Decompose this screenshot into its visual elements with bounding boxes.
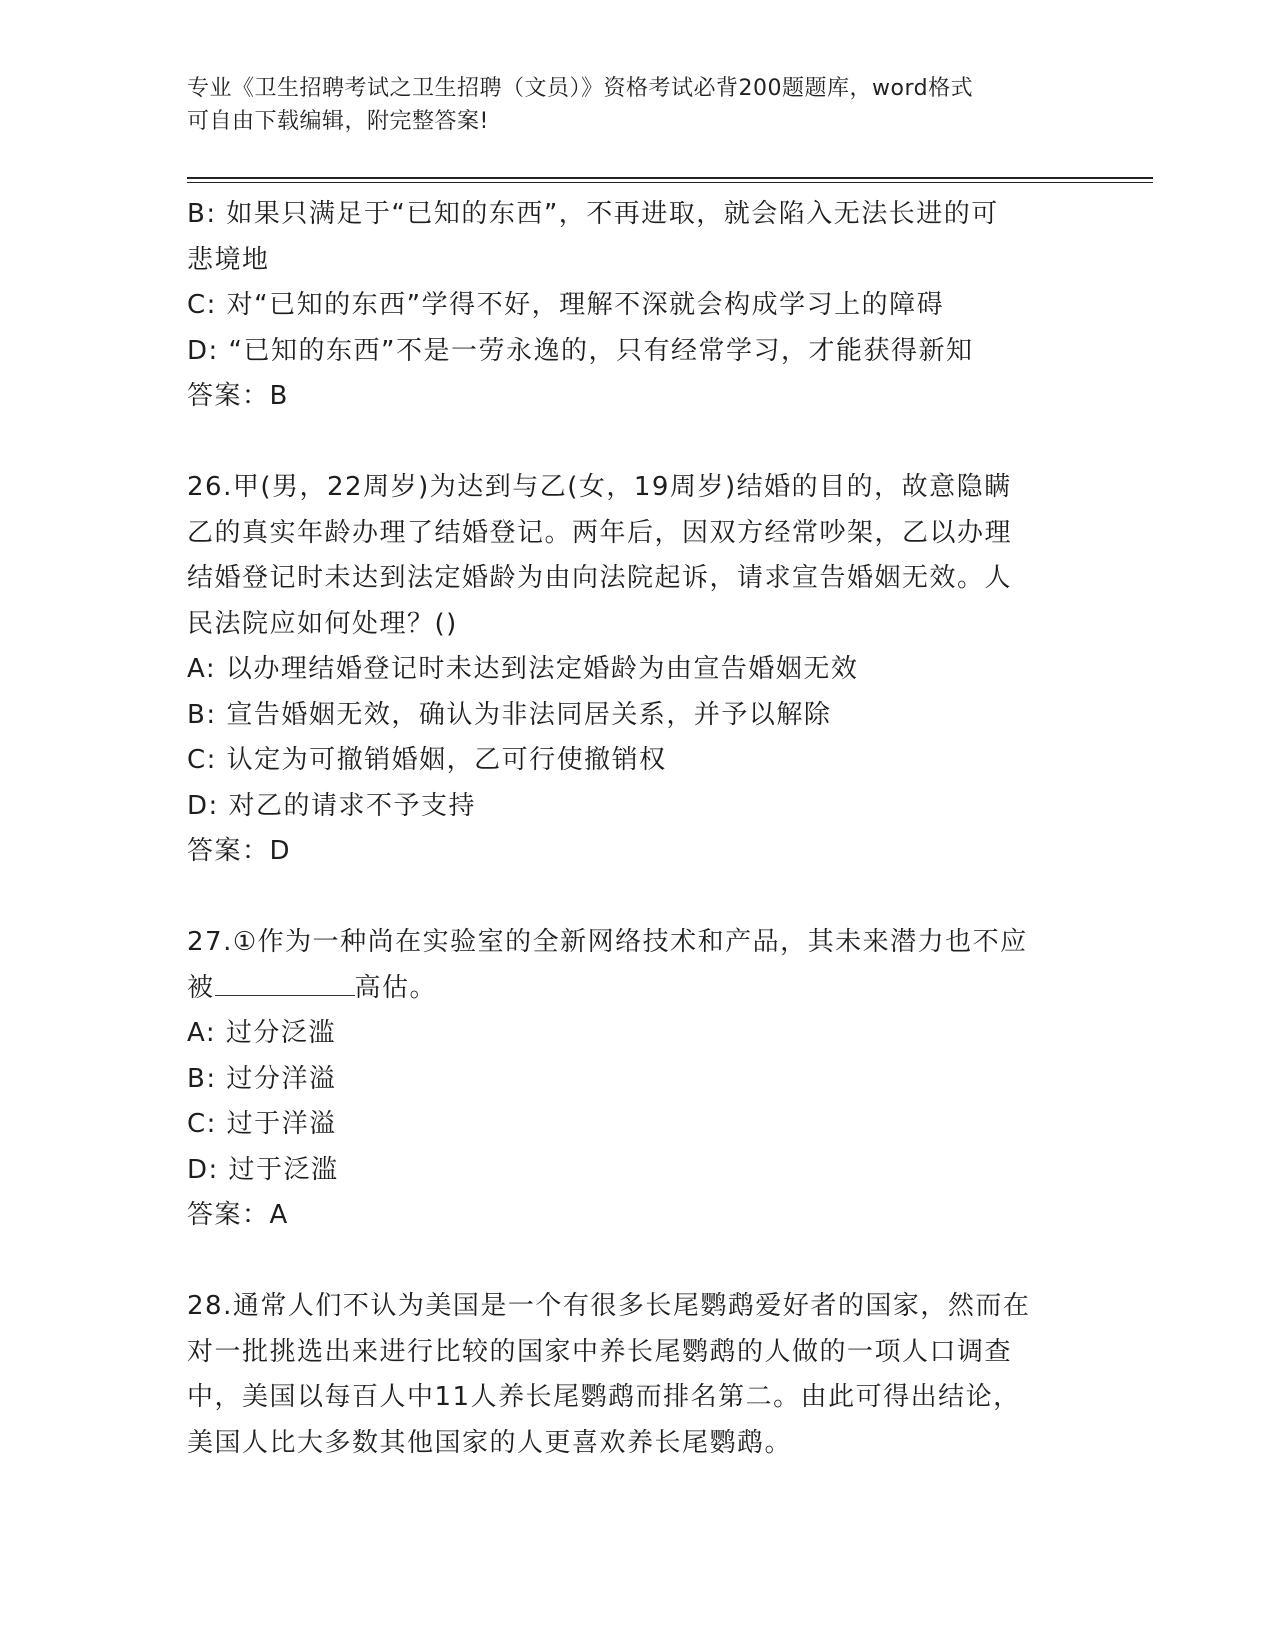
stem-text-before-blank: 被 (187, 972, 215, 1003)
question-25-tail (187, 192, 1087, 420)
option-c: C: 认定为可撤销婚姻，乙可行使撤销权 (187, 745, 667, 775)
header-title-line-2: 可自由下载编辑，附完整答案! (187, 109, 489, 134)
question-content (187, 192, 1087, 1466)
spacer (187, 420, 1087, 466)
question-stem-line: 中，美国以每百人中11人养长尾鹦鹉而排名第二。由此可得出结论， (187, 1382, 1021, 1412)
question-stem-line: 美国人比大多数其他国家的人更喜欢养长尾鹦鹉。 (187, 1427, 793, 1458)
spacer (187, 875, 1087, 921)
question-stem-line: 26.甲(男，22周岁)为达到与乙(女，19周岁)结婚的目的，故意隐瞒 (187, 472, 1012, 502)
stem-text-after-blank: 高估。 (354, 972, 438, 1003)
option-b: B: 宣告婚姻无效，确认为非法同居关系，并予以解除 (187, 699, 832, 730)
option-a: A: 以办理结婚登记时未达到法定婚龄为由宣告婚姻无效 (187, 654, 859, 684)
option-a: A: 过分泛滥 (187, 1018, 336, 1048)
option-d: D: 过于泛滥 (187, 1154, 339, 1185)
question-26 (187, 465, 1087, 875)
option-d: D: 对乙的请求不予支持 (187, 790, 477, 821)
question-stem-line: 民法院应如何处理？() (187, 608, 458, 639)
answer-label: 答案：D (187, 836, 292, 866)
document-header (187, 72, 1067, 138)
spacer (187, 1239, 1087, 1285)
option-c: C: 过于洋溢 (187, 1109, 337, 1139)
question-stem-line (187, 966, 1087, 1012)
option-b: B: 过分洋溢 (187, 1063, 337, 1094)
option-d: D: “已知的东西”不是一劳永逸的，只有经常学习，才能获得新知 (187, 335, 974, 366)
header-divider (187, 177, 1153, 183)
question-27 (187, 920, 1087, 1239)
question-stem-line: 27.①作为一种尚在实验室的全新网络技术和产品，其未来潜力也不应 (187, 927, 1028, 957)
question-28 (187, 1284, 1087, 1466)
answer-label: 答案：B (187, 381, 289, 411)
question-stem-line: 结婚登记时未达到法定婚龄为由向法院起诉，请求宣告婚姻无效。人 (187, 563, 1013, 593)
question-stem-line: 乙的真实年龄办理了结婚登记。两年后，因双方经常吵架，乙以办理 (187, 517, 1013, 548)
question-stem-line: 28.通常人们不认为美国是一个有很多长尾鹦鹉爱好者的国家，然而在 (187, 1291, 1031, 1321)
answer-label: 答案：A (187, 1200, 289, 1230)
option-c: C: 对“已知的东西”学得不好，理解不深就会构成学习上的障碍 (187, 290, 945, 320)
fill-in-blank (215, 969, 355, 996)
header-title-line-1: 专业《卫生招聘考试之卫生招聘（文员）》资格考试必背200题题库，word格式 (187, 76, 974, 101)
question-stem-line: 对一批挑选出来进行比较的国家中养长尾鹦鹉的人做的一项人口调查 (187, 1336, 1013, 1367)
option-b-line-1: B: 如果只满足于“已知的东西”，不再进取，就会陷入无法长进的可 (187, 199, 999, 229)
option-b-line-2: 悲境地 (187, 244, 270, 275)
